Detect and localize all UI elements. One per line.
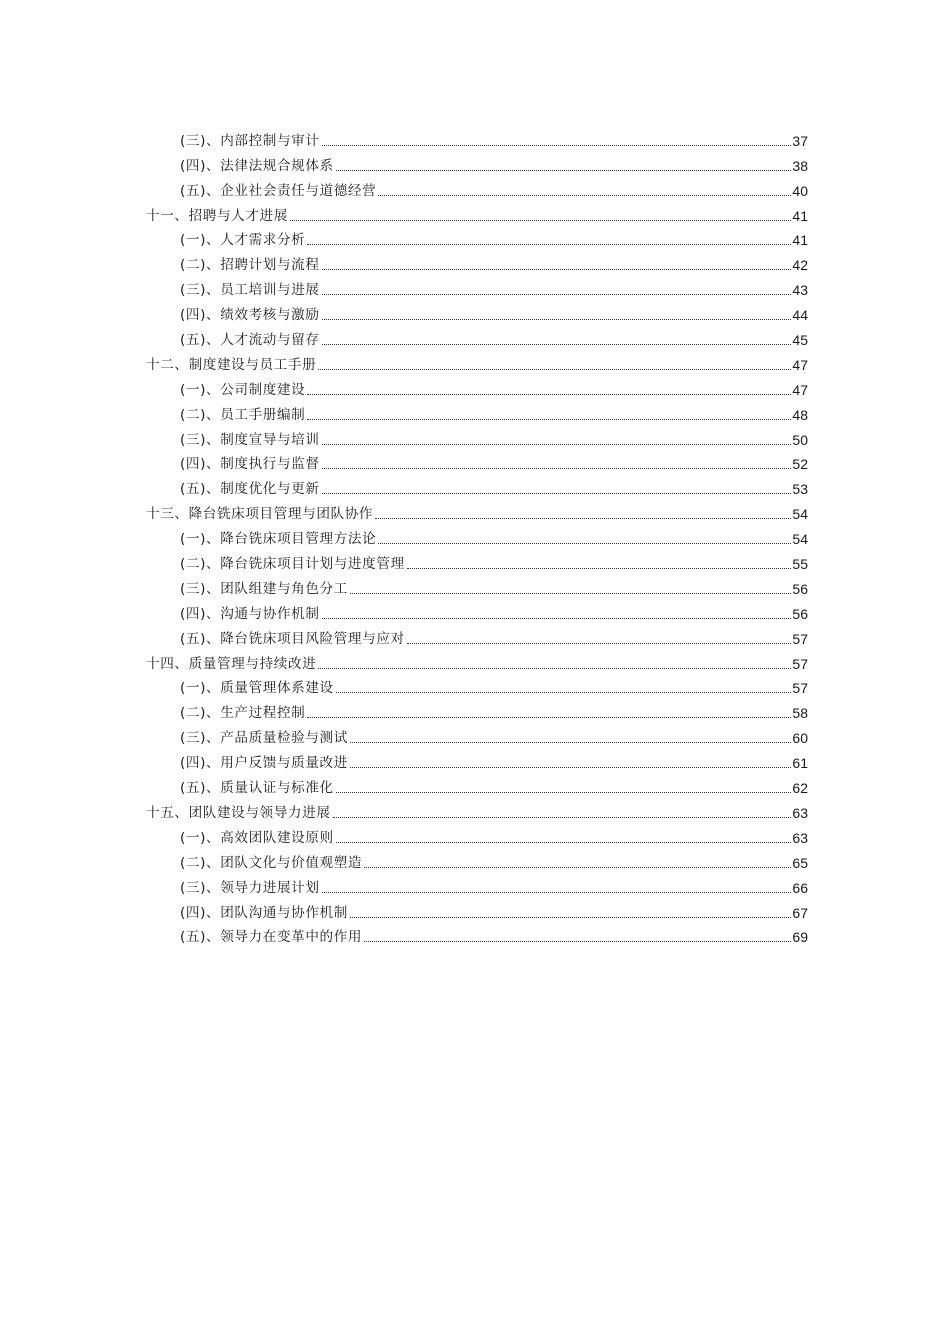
toc-page-number: 48 [792, 406, 808, 423]
dot-leader [407, 642, 792, 644]
toc-entry-label: 十四、质量管理与持续改进 [146, 655, 317, 672]
toc-page-number: 41 [792, 232, 808, 249]
toc-entry-label: 十三、降台铣床项目管理与团队协作 [146, 506, 374, 523]
toc-section-entry[interactable] [146, 349, 808, 374]
dot-leader [336, 169, 792, 171]
toc-page-number: 45 [792, 332, 808, 349]
toc-entry-label: (五)、质量认证与标准化 [180, 780, 334, 797]
toc-subsection-entry[interactable] [146, 822, 808, 847]
toc-page-number: 50 [792, 431, 808, 448]
toc-subsection-entry[interactable] [146, 697, 808, 722]
dot-leader [307, 716, 791, 718]
toc-entry-label: (三)、产品质量检验与测试 [180, 730, 348, 747]
toc-page-number: 66 [792, 879, 808, 896]
dot-leader [322, 891, 792, 893]
dot-leader [336, 691, 792, 693]
toc-page-number: 57 [792, 630, 808, 647]
toc-subsection-entry[interactable] [146, 249, 808, 274]
table-of-contents [146, 125, 808, 946]
toc-subsection-entry[interactable] [146, 598, 808, 623]
toc-section-entry[interactable] [146, 498, 808, 523]
dot-leader [364, 866, 791, 868]
toc-page-number: 53 [792, 481, 808, 498]
dot-leader [350, 766, 791, 768]
toc-entry-label: (一)、公司制度建设 [180, 381, 306, 398]
toc-subsection-entry[interactable] [146, 150, 808, 175]
toc-subsection-entry[interactable] [146, 922, 808, 947]
toc-entry-label: (五)、制度优化与更新 [180, 481, 320, 498]
toc-page-number: 58 [792, 705, 808, 722]
toc-subsection-entry[interactable] [146, 623, 808, 648]
toc-page-number: 40 [792, 182, 808, 199]
toc-entry-label: (四)、法律法规合规体系 [180, 157, 334, 174]
toc-page-number: 42 [792, 257, 808, 274]
toc-subsection-entry[interactable] [146, 473, 808, 498]
toc-subsection-entry[interactable] [146, 299, 808, 324]
toc-section-entry[interactable] [146, 797, 808, 822]
toc-entry-label: (五)、人才流动与留存 [180, 332, 320, 349]
toc-entry-label: (四)、绩效考核与激励 [180, 307, 320, 324]
toc-subsection-entry[interactable] [146, 872, 808, 897]
toc-entry-label: (五)、降台铣床项目风险管理与应对 [180, 630, 405, 647]
dot-leader [322, 343, 792, 345]
dot-leader [322, 293, 792, 295]
toc-entry-label: (一)、人才需求分析 [180, 232, 306, 249]
toc-subsection-entry[interactable] [146, 175, 808, 200]
dot-leader [350, 741, 791, 743]
dot-leader [307, 393, 791, 395]
toc-entry-label: (二)、招聘计划与流程 [180, 257, 320, 274]
dot-leader [307, 418, 791, 420]
toc-page-number: 55 [792, 556, 808, 573]
dot-leader [336, 841, 792, 843]
toc-page-number: 44 [792, 307, 808, 324]
toc-entry-label: (二)、员工手册编制 [180, 406, 306, 423]
toc-entry-label: (一)、高效团队建设原则 [180, 829, 334, 846]
toc-section-entry[interactable] [146, 648, 808, 673]
toc-subsection-entry[interactable] [146, 324, 808, 349]
toc-entry-label: (五)、企业社会责任与道德经营 [180, 182, 377, 199]
toc-subsection-entry[interactable] [146, 673, 808, 698]
toc-page-number: 47 [792, 356, 808, 373]
dot-leader [322, 144, 792, 146]
toc-entry-label: (一)、质量管理体系建设 [180, 680, 334, 697]
toc-subsection-entry[interactable] [146, 523, 808, 548]
toc-page-number: 60 [792, 730, 808, 747]
toc-entry-label: 十二、制度建设与员工手册 [146, 356, 317, 373]
dot-leader [290, 219, 791, 221]
toc-page-number: 41 [792, 207, 808, 224]
toc-entry-label: (四)、沟通与协作机制 [180, 605, 320, 622]
toc-subsection-entry[interactable] [146, 125, 808, 150]
toc-page-number: 43 [792, 282, 808, 299]
toc-subsection-entry[interactable] [146, 424, 808, 449]
toc-entry-label: (三)、领导力进展计划 [180, 879, 320, 896]
dot-leader [307, 243, 791, 245]
toc-subsection-entry[interactable] [146, 449, 808, 474]
dot-leader [407, 567, 792, 569]
toc-page-number: 52 [792, 456, 808, 473]
toc-entry-label: (一)、降台铣床项目管理方法论 [180, 531, 377, 548]
dot-leader [322, 492, 792, 494]
dot-leader [350, 916, 791, 918]
toc-page-number: 62 [792, 780, 808, 797]
dot-leader [333, 816, 792, 818]
toc-subsection-entry[interactable] [146, 847, 808, 872]
toc-page-number: 54 [792, 531, 808, 548]
toc-page-number: 57 [792, 655, 808, 672]
dot-leader [364, 940, 791, 942]
toc-page-number: 47 [792, 381, 808, 398]
toc-page-number: 63 [792, 804, 808, 821]
toc-entry-label: 十一、招聘与人才进展 [146, 207, 288, 224]
toc-subsection-entry[interactable] [146, 399, 808, 424]
dot-leader [350, 592, 791, 594]
toc-page-number: 63 [792, 829, 808, 846]
toc-entry-label: (三)、制度宣导与培训 [180, 431, 320, 448]
toc-page-number: 65 [792, 854, 808, 871]
dot-leader [318, 368, 791, 370]
toc-entry-label: (四)、用户反馈与质量改进 [180, 755, 348, 772]
toc-page-number: 61 [792, 755, 808, 772]
toc-subsection-entry[interactable] [146, 548, 808, 573]
dot-leader [378, 194, 791, 196]
toc-entry-label: 十五、团队建设与领导力进展 [146, 804, 331, 821]
toc-entry-label: (三)、内部控制与审计 [180, 132, 320, 149]
toc-page-number: 38 [792, 157, 808, 174]
toc-subsection-entry[interactable] [146, 722, 808, 747]
toc-subsection-entry[interactable] [146, 274, 808, 299]
dot-leader [336, 791, 792, 793]
toc-page-number: 37 [792, 132, 808, 149]
toc-subsection-entry[interactable] [146, 374, 808, 399]
toc-entry-label: (二)、降台铣床项目计划与进度管理 [180, 556, 405, 573]
dot-leader [322, 467, 792, 469]
toc-section-entry[interactable] [146, 200, 808, 225]
toc-entry-label: (四)、团队沟通与协作机制 [180, 904, 348, 921]
toc-page-number: 56 [792, 580, 808, 597]
toc-entry-label: (二)、生产过程控制 [180, 705, 306, 722]
dot-leader [322, 617, 792, 619]
toc-subsection-entry[interactable] [146, 225, 808, 250]
dot-leader [322, 318, 792, 320]
toc-entry-label: (二)、团队文化与价值观塑造 [180, 854, 363, 871]
toc-subsection-entry[interactable] [146, 747, 808, 772]
toc-page-number: 54 [792, 506, 808, 523]
toc-subsection-entry[interactable] [146, 897, 808, 922]
toc-page-number: 69 [792, 929, 808, 946]
toc-page-number: 67 [792, 904, 808, 921]
dot-leader [378, 542, 791, 544]
toc-entry-label: (三)、员工培训与进展 [180, 282, 320, 299]
toc-entry-label: (三)、团队组建与角色分工 [180, 580, 348, 597]
toc-page-number: 57 [792, 680, 808, 697]
dot-leader [322, 443, 792, 445]
toc-subsection-entry[interactable] [146, 772, 808, 797]
toc-subsection-entry[interactable] [146, 573, 808, 598]
toc-entry-label: (四)、制度执行与监督 [180, 456, 320, 473]
dot-leader [318, 667, 791, 669]
toc-page-number: 56 [792, 605, 808, 622]
dot-leader [322, 268, 792, 270]
dot-leader [375, 517, 791, 519]
toc-entry-label: (五)、领导力在变革中的作用 [180, 929, 363, 946]
